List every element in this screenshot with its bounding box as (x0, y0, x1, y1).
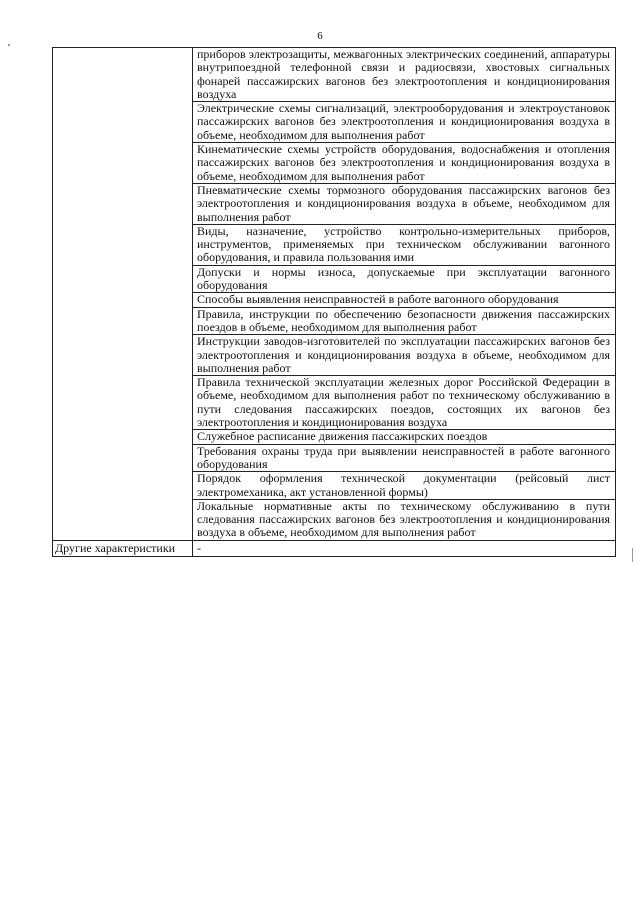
requirements-table (52, 47, 616, 557)
table-row (53, 48, 616, 102)
knowledge-item: Требования охраны труда при выявлении неисправностей в работе вагонного оборудования (193, 444, 616, 472)
knowledge-item: Локальные нормативные акты по техническому обслуживанию в пути следования пассажирских вагонов без электроотопления и кондиционирования воздуха в объеме, необходимом для выполнения работ (193, 499, 616, 540)
knowledge-item: Кинематические схемы устройств оборудования, водоснабжения и отопления пассажирских вагонов без электроотопления и кондиционирования воздуха в объеме, необходимом для выполнения работ (193, 143, 616, 184)
page-number: 6 (317, 30, 323, 42)
knowledge-item: Инструкции заводов-изготовителей по эксплуатации пассажирских вагонов без электроотопления и кондиционирования воздуха в объеме, необходимом для выполнения работ (193, 335, 616, 376)
knowledge-item: Порядок оформления технической документации (рейсовый лист электромеханика, акт установленной формы) (193, 472, 616, 500)
knowledge-item: Способы выявления неисправностей в работе вагонного оборудования (193, 293, 616, 307)
knowledge-item: Виды, назначение, устройство контрольно-измерительных приборов, инструментов, применяемых при техническом обслуживании вагонного оборудования, и правила пользования ими (193, 224, 616, 265)
knowledge-item: Служебное расписание движения пассажирских поездов (193, 430, 616, 444)
knowledge-item: Правила, инструкции по обеспечению безопасности движения пассажирских поездов в объеме, необходимом для выполнения работ (193, 307, 616, 335)
knowledge-item: Допуски и нормы износа, допускаемые при эксплуатации вагонного оборудования (193, 265, 616, 293)
knowledge-item: Пневматические схемы тормозного оборудования пассажирских вагонов без электроотопления и кондиционирования воздуха в объеме, необходимом для выполнения работ (193, 183, 616, 224)
other-characteristics-value: - (193, 540, 616, 556)
left-label-cell (53, 48, 193, 541)
scan-speck (8, 44, 10, 46)
knowledge-item: приборов электрозащиты, межвагонных электрических соединений, аппаратуры внутрипоездной телефонной связи и радиосвязи, хвостовых сигнальных фонарей пассажирских вагонов без электроотопления и кондиционирования воздуха (193, 48, 616, 102)
knowledge-item: Правила технической эксплуатации железных дорог Российской Федерации в объеме, необходимом для выполнения работ по техническому обслуживанию в пути следования пассажирских поездов, состоящих их вагонов без электроотопления и кондиционирования воздуха (193, 376, 616, 430)
other-characteristics-label: Другие характеристики (53, 540, 193, 556)
scan-edge-mark (632, 548, 633, 562)
table-row-other (53, 540, 616, 556)
knowledge-item: Электрические схемы сигнализаций, электрооборудования и электроустановок пассажирских вагонов без электроотопления и кондиционирования воздуха в объеме, необходимом для выполнения работ (193, 102, 616, 143)
